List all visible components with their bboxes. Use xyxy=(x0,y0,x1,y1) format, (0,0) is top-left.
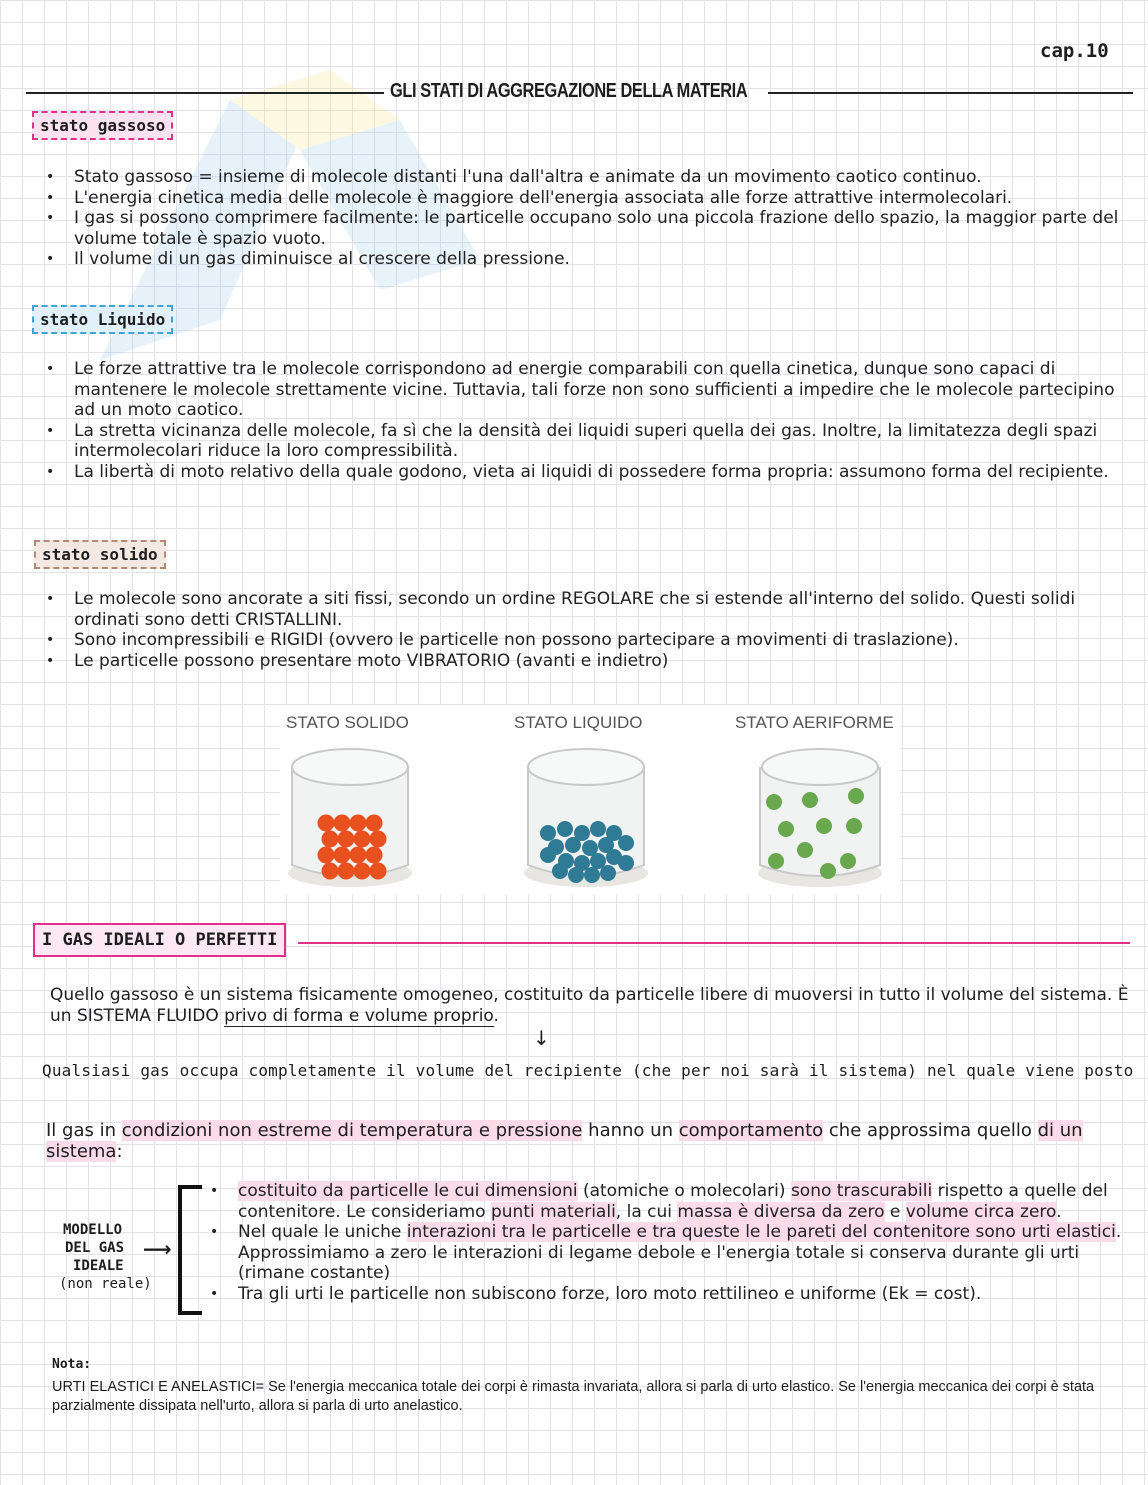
gas-particle xyxy=(766,794,782,810)
list-item: • Le molecole sono ancorate a siti fissi, secondo un ordine REGOLARE che si estende all'interno del solido. Questi solidi ordinati sono detti CRISTALLINI. xyxy=(44,589,1104,630)
label-gas: STATO AERIFORME xyxy=(735,713,894,732)
ideal-gas-condition xyxy=(46,1120,1126,1162)
plain-text: rispetto a quelle del contenitore. Le consideriamo xyxy=(238,1181,1108,1222)
gas-particle xyxy=(848,788,864,804)
list-item: • L'energia cinetica media delle molecole è maggiore dell'energia associata alle forze attrattive intermolecolari. xyxy=(44,188,1134,209)
hl-text: massa è diversa da zero xyxy=(677,1201,885,1222)
label-solid: STATO SOLIDO xyxy=(286,713,409,732)
plain-text: . xyxy=(1056,1201,1062,1222)
solid-particle xyxy=(338,831,355,848)
liquid-list xyxy=(44,359,1134,482)
intro-period: . xyxy=(493,1005,499,1026)
list-item: • Le forze attrattive tra le molecole corrispondono ad energie comparabili con quella cinetica, dunque sono capaci di mantenere le molecole strettamente vicine. Tuttavia, tali forze non sono sufficienti a impedire che le molecole partecipino ad un moto caotico. xyxy=(44,359,1134,421)
solid-particle xyxy=(366,847,383,864)
ideal-gas-rule xyxy=(298,942,1130,944)
cond-highlight-1: condizioni non estreme di temperatura e pressione xyxy=(121,1120,583,1141)
page-title: GLI STATI DI AGGREGAZIONE DELLA MATERIA xyxy=(390,80,748,102)
gas-list xyxy=(44,167,1134,270)
cond-highlight-3: di un sistema xyxy=(46,1120,1083,1162)
solid-particle xyxy=(318,815,335,832)
list-item: • La stretta vicinanza delle molecole, fa sì che la densità dei liquidi superi quella dei gas. Inoltre, la limitatezza degli spazi intermolecolari riduce la loro compressibilità. xyxy=(44,421,1134,462)
beaker-liquid xyxy=(524,749,648,887)
hl-text: volume circa zero xyxy=(905,1201,1057,1222)
list-item: • La libertà di moto relativo della quale godono, vieta ai liquidi di possedere forma propria: assumono forma del recipiente. xyxy=(44,462,1134,483)
liquid-particle xyxy=(565,837,581,853)
solid-particle xyxy=(322,863,339,880)
hl-text: costituito da particelle le cui dimensioni xyxy=(238,1181,578,1201)
solid-particle xyxy=(318,847,335,864)
list-item: • Le particelle possono presentare moto VIBRATORIO (avanti e indietro) xyxy=(44,651,1104,672)
hl-text: sono trascurabili xyxy=(790,1181,933,1201)
cond-text-2: hanno un xyxy=(582,1120,679,1141)
list-item xyxy=(208,1222,1128,1284)
solid-particle xyxy=(366,815,383,832)
gas-particle xyxy=(816,818,832,834)
hl-text: punti materiali xyxy=(490,1201,616,1222)
plain-text: . Approssimiamo a zero le interazioni di legame debole e l'energia totale si conserva durante gli urti (rimane costante) xyxy=(238,1222,1122,1283)
liquid-particle xyxy=(557,821,573,837)
plain-text: Nel quale le uniche xyxy=(238,1222,407,1242)
handwritten-note: Qualsiasi gas occupa completamente il volume del recipiente (che per noi sarà il sistema) nel quale viene posto xyxy=(42,1061,1134,1080)
beakers-svg xyxy=(280,705,900,895)
solid-particle xyxy=(350,847,367,864)
gas-particle xyxy=(820,863,836,879)
section-tag-solid: stato solido xyxy=(34,540,166,569)
bracket-icon xyxy=(178,1185,202,1315)
model-label-line: DEL GAS xyxy=(65,1240,125,1256)
gas-particle xyxy=(778,821,794,837)
model-label-line: MODELLO xyxy=(63,1222,123,1238)
liquid-particle xyxy=(568,867,584,883)
list-item: • I gas si possono comprimere facilmente: le particelle occupano solo una piccola frazione dello spazio, la maggior parte del volume totale è spazio vuoto. xyxy=(44,208,1134,249)
solid-particle xyxy=(334,847,351,864)
gas-particle xyxy=(802,792,818,808)
list-item xyxy=(208,1181,1128,1222)
ideal-gas-title: I GAS IDEALI O PERFETTI xyxy=(33,923,286,957)
solid-particle xyxy=(338,863,355,880)
cond-colon: : xyxy=(116,1141,123,1162)
cond-text-1: Il gas in xyxy=(46,1120,122,1141)
list-item: • Sono incompressibili e RIGIDI (ovvero le particelle non possono partecipare a movimenti di traslazione). xyxy=(44,630,1104,651)
list-item: • Il volume di un gas diminuisce al crescere della pressione. xyxy=(44,249,1134,270)
model-list xyxy=(208,1181,1128,1304)
liquid-particle xyxy=(590,821,606,837)
gas-particle xyxy=(768,853,784,869)
solid-list xyxy=(44,589,1104,671)
section-tag-liquid: stato Liquido xyxy=(32,305,173,334)
liquid-particle xyxy=(540,825,556,841)
plain-text: e xyxy=(884,1201,906,1222)
solid-particle xyxy=(334,815,351,832)
liquid-particle xyxy=(552,863,568,879)
solid-particle xyxy=(370,831,387,848)
beaker-gas xyxy=(758,749,882,887)
model-label-line: IDEALE xyxy=(73,1258,124,1274)
cond-text-3: che approssima quello xyxy=(823,1120,1038,1141)
model-label-line: (non reale) xyxy=(59,1276,152,1292)
gas-particle xyxy=(797,842,813,858)
solid-particle xyxy=(370,863,387,880)
plain-text: (atomiche o molecolari) xyxy=(577,1181,791,1201)
label-liquid: STATO LIQUIDO xyxy=(514,713,643,732)
liquid-particle xyxy=(618,855,634,871)
gas-particle xyxy=(846,818,862,834)
ideal-gas-intro xyxy=(50,985,1130,1026)
intro-fluid-system: SISTEMA FLUIDO xyxy=(76,1005,219,1026)
note-text: URTI ELASTICI E ANELASTICI= Se l'energia meccanica totale dei corpi è rimasta invariata, allora si parla di urto elastico. Se l'energia meccanica dei corpi è stata parzialmente dissipata nell'urto, allora si parla di urto anelastico. xyxy=(52,1379,1095,1414)
beaker-solid xyxy=(288,749,412,887)
list-item: • Stato gassoso = insieme di molecole distanti l'una dall'altra e animate da un movimento caotico continuo. xyxy=(44,167,1134,188)
title-rule-right xyxy=(768,92,1133,94)
liquid-particle xyxy=(618,835,634,851)
chapter-label: cap.10 xyxy=(1040,40,1109,62)
gas-particle xyxy=(840,853,856,869)
list-item: • Tra gli urti le particelle non subiscono forze, loro moto rettilineo e uniforme (Ek = cost). xyxy=(208,1284,1128,1305)
section-tag-gas: stato gassoso xyxy=(32,111,173,140)
solid-particle xyxy=(350,815,367,832)
intro-text: Quello gassoso è un sistema fisicamente omogeneo, costituito da particelle libere di muoversi in tutto il volume del sistema. È un xyxy=(50,985,1129,1026)
title-rule-left xyxy=(26,92,384,94)
note-heading: Nota: xyxy=(52,1357,92,1372)
liquid-particle xyxy=(540,847,556,863)
states-illustration xyxy=(280,705,900,895)
down-arrow-icon: ↓ xyxy=(533,1026,550,1050)
solid-particle xyxy=(354,831,371,848)
solid-particle xyxy=(322,831,339,848)
intro-underlined: privo di forma e volume proprio xyxy=(224,1005,494,1026)
right-arrow-icon: ⟶ xyxy=(143,1237,172,1261)
cond-highlight-2: comportamento xyxy=(678,1120,824,1141)
liquid-particle xyxy=(584,867,600,883)
solid-particle xyxy=(354,863,371,880)
hl-text: interazioni tra le particelle e tra queste le le pareti del contenitore sono urti elastici xyxy=(406,1222,1116,1242)
liquid-particle xyxy=(600,865,616,881)
plain-text: , la cui xyxy=(615,1201,678,1222)
